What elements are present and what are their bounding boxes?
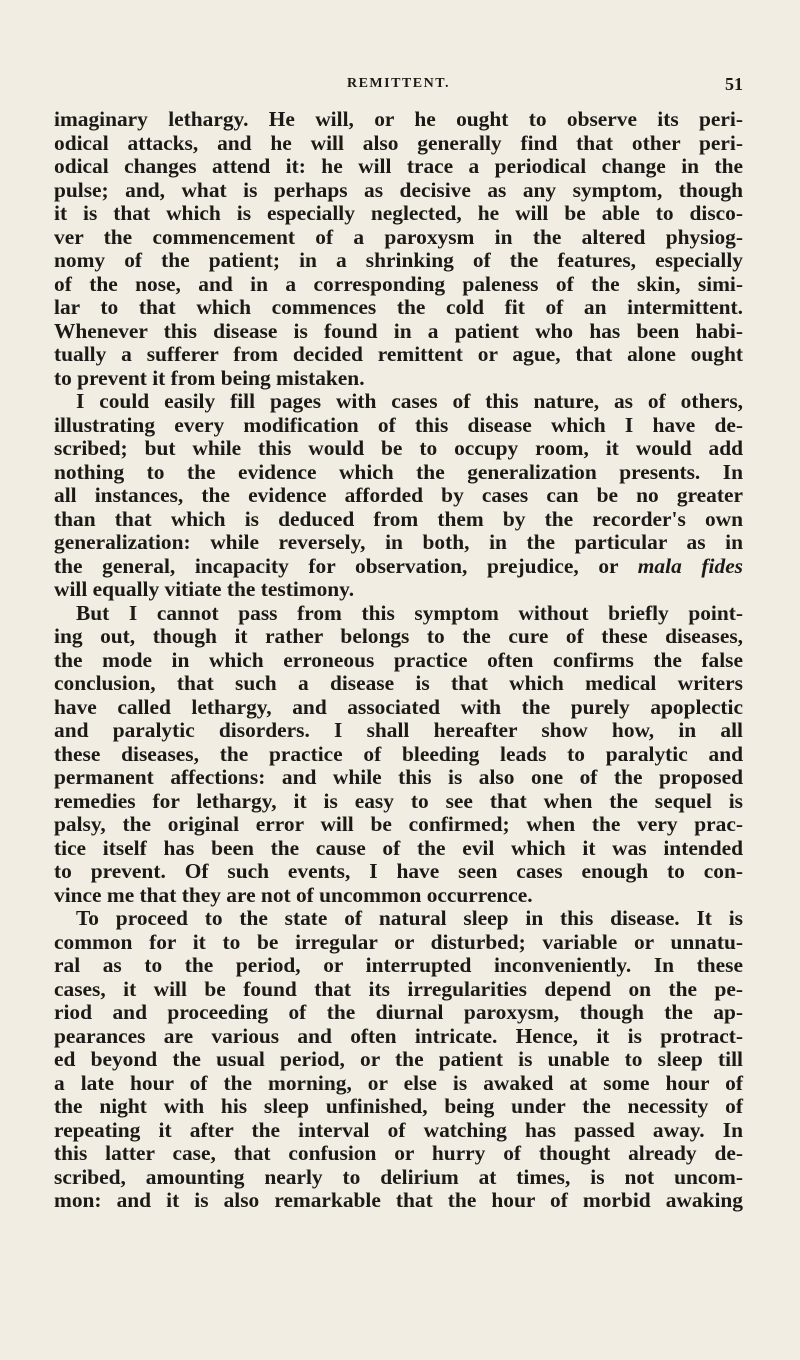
text-line [54,672,743,696]
text-line [54,1189,743,1213]
body-text [54,108,743,1213]
text-line [54,1001,743,1025]
running-head: REMITTENT. [346,76,451,91]
text-line-content: the night with his sleep unfinished, being under the necessity of [54,1094,743,1118]
text-line [54,931,743,955]
text-line [54,1095,743,1119]
text-line-content: ed beyond the usual period, or the patient is unable to sleep till [54,1047,743,1071]
text-line [54,273,743,297]
text-line-content: generalization: while reversely, in both, in the particular as in [54,530,743,554]
text-line-content: ver the commencement of a paroxysm in the altered physiog- [54,224,743,249]
text-line [54,531,743,555]
text-line [54,437,743,461]
text-line [54,790,743,814]
text-line [54,978,743,1002]
text-line-content: tice itself has been the cause of the evil which it was intended [54,835,743,860]
text-line [54,343,743,367]
text-line-content: of the nose, and in a corresponding paleness of the skin, simi- [54,271,743,296]
text-line [54,390,743,414]
text-line-content: lar to that which commences the cold fit of an intermittent. [54,295,743,319]
text-line [54,296,743,320]
text-line-content: imaginary lethargy. He will, or he ought to observe its peri- [54,107,743,131]
text-line [54,813,743,837]
text-line-content: repeating it after the interval of watching has passed away. In [54,1117,743,1142]
text-line [54,414,743,438]
text-line [54,179,743,203]
text-line-content: pearances are various and often intricate. Hence, it is protract- [54,1023,743,1048]
text-line [54,837,743,861]
text-line [54,249,743,273]
text-line [54,625,743,649]
text-line-content: Whenever this disease is found in a patient who has been habi- [54,318,743,343]
text-line-content: have called lethargy, and associated with the purely apoplectic [54,694,743,719]
text-line [54,860,743,884]
text-line-content: ing out, though it rather belongs to the cure of these diseases, [54,624,743,648]
text-line-content: common for it to be irregular or disturbed; variable or unnatu- [54,929,743,954]
text-line [54,461,743,485]
text-line-content: nomy of the patient; in a shrinking of the features, especially [54,248,743,272]
text-line-content: than that which is deduced from them by the recorder's own [54,506,743,531]
text-line-content: conclusion, that such a disease is that which medical writers [54,671,743,695]
text-line [54,108,743,132]
text-line [54,132,743,156]
text-line-content: permanent affections: and while this is also one of the proposed [54,765,743,789]
text-line [54,1048,743,1072]
text-line-content: mon: and it is also remarkable that the hour of morbid awaking [54,1188,743,1212]
text-line [54,954,743,978]
text-line-content: But I cannot pass from this symptom without briefly point- [76,600,743,625]
text-line [54,1119,743,1143]
text-line-content: scribed, amounting nearly to delirium at times, is not uncom- [54,1164,743,1189]
text-line-content: cases, it will be found that its irregularities depend on the pe- [54,976,743,1001]
text-line [54,1142,743,1166]
text-line-content: all instances, the evidence afforded by cases can be no greater [54,483,743,507]
text-line-content: vince me that they are not of uncommon occurrence. [54,882,533,907]
text-line-content: tually a sufferer from decided remittent or ague, that alone ought [54,342,743,366]
text-line [54,1025,743,1049]
text-line-content: the general, incapacity for observation, prejudice, or [54,553,638,578]
text-line [54,155,743,179]
text-line-content: remedies for lethargy, it is easy to see that when the sequel is [54,788,743,813]
text-line-content: pulse; and, what is perhaps as decisive as any symptom, though [54,177,743,202]
text-line-content: riod and proceeding of the diurnal paroxysm, though the ap- [54,1000,743,1024]
page-number: 51 [725,74,743,94]
text-line [54,555,743,579]
text-line-content: a late hour of the morning, or else is awaked at some hour of [54,1070,743,1095]
text-line-content: illustrating every modification of this disease which I have de- [54,412,743,437]
text-line [54,202,743,226]
text-line [54,226,743,250]
text-line-content: odical attacks, and he will also generally find that other peri- [54,130,743,155]
text-line [54,1072,743,1096]
text-line [54,696,743,720]
text-line-content: scribed; but while this would be to occupy room, it would add [54,436,743,460]
text-line-content: to prevent it from being mistaken. [54,365,365,390]
text-line [54,743,743,767]
text-line-content: will equally vitiate the testimony. [54,577,355,601]
text-line [54,508,743,532]
text-line [54,766,743,790]
text-line-content: ral as to the period, or interrupted inconveniently. In these [54,953,743,977]
text-line-content: and paralytic disorders. I shall hereafter show how, in all [54,718,743,742]
text-line-content: the mode in which erroneous practice often confirms the false [54,647,743,672]
text-line [54,484,743,508]
text-line-content: it is that which is especially neglected, he will be able to disco- [54,201,743,225]
text-line [54,320,743,344]
text-line [54,578,743,602]
text-line-content: nothing to the evidence which the generalization presents. In [54,459,743,484]
text-line [54,1166,743,1190]
text-line-content: to prevent. Of such events, I have seen cases enough to con- [54,859,743,883]
text-line-content: palsy, the original error will be confirmed; when the very prac- [54,812,743,836]
text-line [54,367,743,391]
text-line [54,602,743,626]
text-line [54,649,743,673]
text-line-content: odical changes attend it: he will trace a periodical change in the [54,154,743,178]
text-line-content: these diseases, the practice of bleeding leads to paralytic and [54,741,743,766]
page-header [54,76,743,106]
text-line-content: this latter case, that confusion or hurry of thought already de- [54,1141,743,1165]
text-line [54,907,743,931]
text-line-content: To proceed to the state of natural sleep in this disease. It is [76,906,743,930]
text-line [54,719,743,743]
text-line-content: I could easily fill pages with cases of this nature, as of others, [76,389,743,413]
text-line [54,884,743,908]
italic-phrase: mala fides [637,553,744,578]
